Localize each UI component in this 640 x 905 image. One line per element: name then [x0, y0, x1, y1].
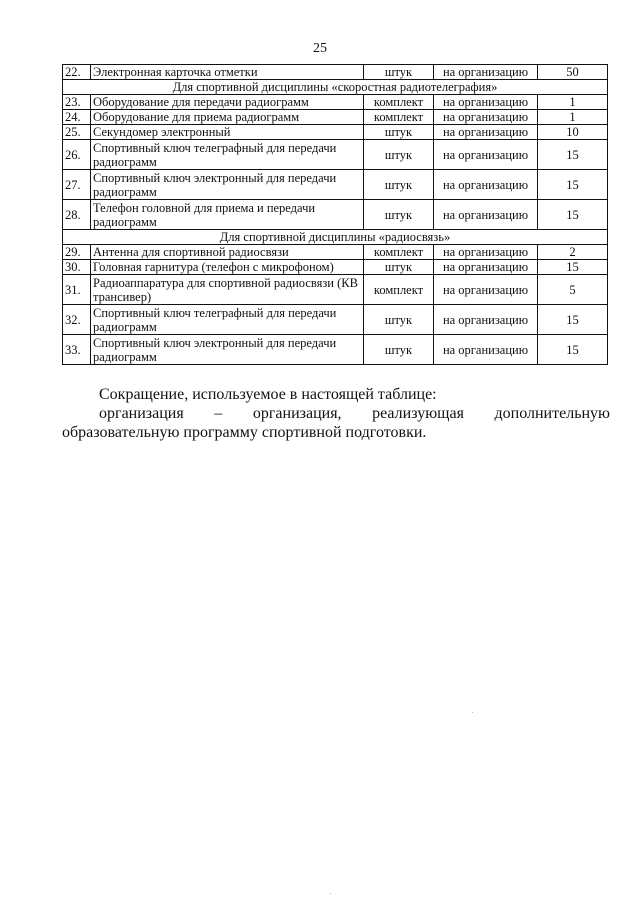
section-title: Для спортивной дисциплины «радиосвязь»	[63, 230, 608, 245]
item-name: Оборудование для приема радиограмм	[91, 110, 364, 125]
item-calculation-basis: на организацию	[434, 245, 538, 260]
section-row	[63, 230, 608, 245]
row-number: 28.	[63, 200, 91, 230]
item-name: Антенна для спортивной радиосвязи	[91, 245, 364, 260]
item-quantity: 1	[538, 95, 608, 110]
item-unit: штук	[364, 200, 434, 230]
item-name: Спортивный ключ электронный для передачи радиограмм	[91, 170, 364, 200]
item-unit: штук	[364, 305, 434, 335]
row-number: 26.	[63, 140, 91, 170]
item-calculation-basis: на организацию	[434, 65, 538, 80]
table-row	[63, 170, 608, 200]
table-row	[63, 305, 608, 335]
item-quantity: 15	[538, 200, 608, 230]
row-number: 33.	[63, 335, 91, 365]
item-calculation-basis: на организацию	[434, 110, 538, 125]
item-unit: штук	[364, 170, 434, 200]
equipment-table	[62, 64, 608, 365]
scan-speck	[330, 893, 331, 894]
item-name: Спортивный ключ электронный для передачи радиограмм	[91, 335, 364, 365]
item-calculation-basis: на организацию	[434, 275, 538, 305]
item-calculation-basis: на организацию	[434, 260, 538, 275]
abbreviations-block	[62, 385, 610, 442]
item-unit: комплект	[364, 275, 434, 305]
abbreviation-definition: организация – организация, реализующая дополнительную образовательную программу спортивной подготовки.	[62, 405, 610, 441]
table-row	[63, 260, 608, 275]
table-row	[63, 200, 608, 230]
table-row	[63, 65, 608, 80]
table-row	[63, 245, 608, 260]
item-unit: штук	[364, 125, 434, 140]
item-unit: штук	[364, 65, 434, 80]
item-calculation-basis: на организацию	[434, 335, 538, 365]
item-unit: штук	[364, 335, 434, 365]
item-quantity: 15	[538, 140, 608, 170]
item-quantity: 15	[538, 305, 608, 335]
item-quantity: 5	[538, 275, 608, 305]
table-row	[63, 335, 608, 365]
item-name: Спортивный ключ телеграфный для передачи радиограмм	[91, 140, 364, 170]
row-number: 23.	[63, 95, 91, 110]
item-name: Электронная карточка отметки	[91, 65, 364, 80]
item-quantity: 15	[538, 335, 608, 365]
row-number: 29.	[63, 245, 91, 260]
item-calculation-basis: на организацию	[434, 95, 538, 110]
item-unit: комплект	[364, 95, 434, 110]
item-quantity: 15	[538, 260, 608, 275]
row-number: 27.	[63, 170, 91, 200]
row-number: 31.	[63, 275, 91, 305]
item-name: Радиоаппаратура для спортивной радиосвязи (КВ трансивер)	[91, 275, 364, 305]
row-number: 32.	[63, 305, 91, 335]
item-calculation-basis: на организацию	[434, 170, 538, 200]
item-unit: штук	[364, 140, 434, 170]
item-unit: комплект	[364, 245, 434, 260]
table-row	[63, 275, 608, 305]
table-row	[63, 95, 608, 110]
item-unit: комплект	[364, 110, 434, 125]
scan-speck	[472, 712, 473, 713]
table-row	[63, 140, 608, 170]
item-quantity: 15	[538, 170, 608, 200]
table-row	[63, 125, 608, 140]
item-quantity: 50	[538, 65, 608, 80]
item-quantity: 1	[538, 110, 608, 125]
item-calculation-basis: на организацию	[434, 125, 538, 140]
section-title: Для спортивной дисциплины «скоростная радиотелеграфия»	[63, 80, 608, 95]
item-name: Спортивный ключ телеграфный для передачи радиограмм	[91, 305, 364, 335]
item-name: Оборудование для передачи радиограмм	[91, 95, 364, 110]
page-number: 25	[313, 41, 327, 56]
item-calculation-basis: на организацию	[434, 305, 538, 335]
item-name: Головная гарнитура (телефон с микрофоном)	[91, 260, 364, 275]
row-number: 22.	[63, 65, 91, 80]
item-quantity: 10	[538, 125, 608, 140]
item-calculation-basis: на организацию	[434, 200, 538, 230]
item-calculation-basis: на организацию	[434, 140, 538, 170]
table-row	[63, 110, 608, 125]
item-unit: штук	[364, 260, 434, 275]
row-number: 25.	[63, 125, 91, 140]
row-number: 30.	[63, 260, 91, 275]
row-number: 24.	[63, 110, 91, 125]
abbreviations-heading: Сокращение, используемое в настоящей таблице:	[99, 386, 437, 403]
section-row	[63, 80, 608, 95]
item-name: Телефон головной для приема и передачи радиограмм	[91, 200, 364, 230]
item-name: Секундомер электронный	[91, 125, 364, 140]
item-quantity: 2	[538, 245, 608, 260]
